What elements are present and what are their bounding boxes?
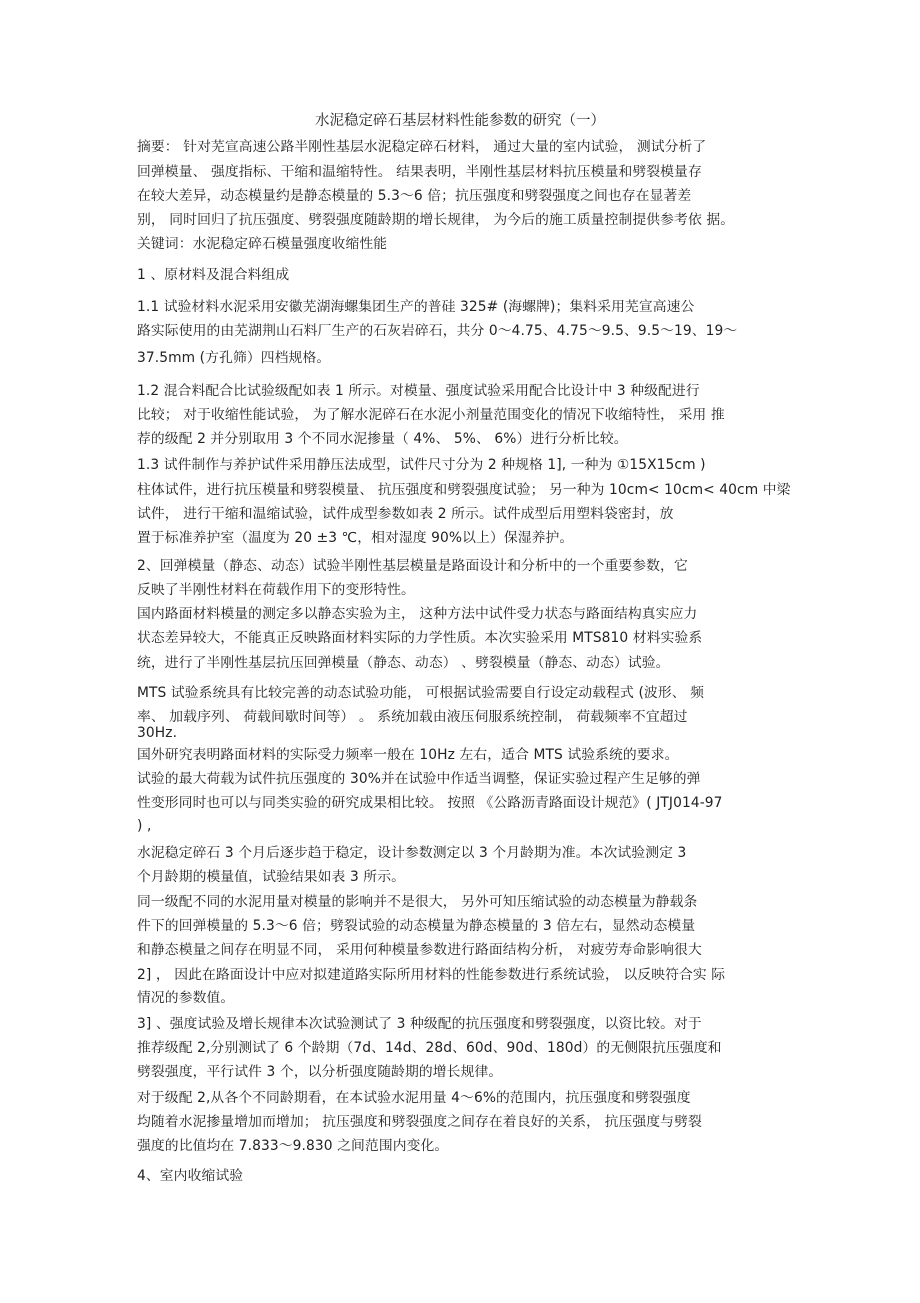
body-line: 试验的最大荷载为试件抗压强度的 30%并在试验中作适当调整，保证实验过程产生足够的弹 (137, 771, 701, 787)
body-line: 劈裂强度，平行试件 3 个，以分析强度随龄期的增长规律。 (137, 1064, 503, 1080)
body-line: 1.1 试验材料水泥采用安徽芜湖海螺集团生产的普硅 325# (海螺牌)；集料采用芜宣高速公 (137, 299, 695, 315)
body-line: 推荐级配 2,分别测试了 6 个龄期（7d、14d、28d、60d、90d、180d）的无侧限抗压强度和 (137, 1040, 722, 1056)
body-line: 1.3 试件制作与养护试件采用静压法成型，试件尺寸分为 2 种规格 1], 一种为 ①15X15cm ) (137, 457, 706, 473)
document-title: 水泥稳定碎石基层材料性能参数的研究（一） (315, 113, 605, 129)
body-line: 统，进行了半刚性基层抗压回弹模量（静态、动态） 、劈裂模量（静态、动态）试验。 (137, 655, 670, 671)
body-line: 柱体试件，进行抗压模量和劈裂模量、 抗压强度和劈裂强度试验； 另一种为 10cm< 10cm< 40cm 中梁 (137, 482, 791, 498)
body-line: 荐的级配 2 并分别取用 3 个不同水泥掺量（ 4%、 5%、 6%）进行分析比较。 (137, 431, 628, 447)
body-line: 强度的比值均在 7.833〜9.830 之间范围内变化。 (137, 1138, 449, 1154)
body-line: MTS 试验系统具有比较完善的动态试验功能， 可根据试验需要自行设定动载程式 (波形、 频 (137, 685, 704, 701)
body-line: 均随着水泥掺量增加而增加； 抗压强度和劈裂强度之间存在着良好的关系， 抗压强度与劈裂 (137, 1114, 702, 1130)
body-line: 性变形同时也可以与同类实验的研究成果相比较。 按照 《公路沥青路面设计规范》( JTJ014-97 (137, 795, 723, 811)
section-heading: 1 、原材料及混合料组成 (137, 267, 290, 283)
keywords-line: 关键词：水泥稳定碎石模量强度收缩性能 (137, 236, 388, 252)
body-line: 路实际使用的由芜湖荆山石料厂生产的石灰岩碎石，共分 0〜4.75、4.75〜9.5、9.5〜19、19〜 (137, 323, 738, 339)
body-line: 率、 加载序列、 荷载间歇时间等） 。 系统加载由液压伺服系统控制， 荷载频率不宜超过 (137, 709, 688, 725)
body-line: 试件， 进行干缩和温缩试验，试件成型参数如表 2 所示。试件成型后用塑料袋密封，放 (137, 506, 674, 522)
body-line: 情况的参数值。 (137, 990, 235, 1006)
body-line: 1.2 混合料配合比试验级配如表 1 所示。对模量、强度试验采用配合比设计中 3 种级配进行 (137, 383, 700, 399)
body-line: 比较； 对于收缩性能试验， 为了解水泥碎石在水泥小剂量范围变化的情况下收缩特性， 采用 推 (137, 407, 725, 423)
abstract-line: 在较大差异，动态模量约是静态模量的 5.3〜6 倍；抗压强度和劈裂强度之间也存在显著差 (137, 188, 692, 204)
abstract-line: 别， 同时回归了抗压强度、劈裂强度随龄期的增长规律， 为今后的施工质量控制提供参考依 据。 (137, 212, 735, 228)
body-line: ) , (137, 818, 152, 834)
body-line: 和静态模量之间存在明显不同， 采用何种模量参数进行路面结构分析， 对疲劳寿命影响很大 (137, 942, 702, 958)
body-line: 国内路面材料模量的测定多以静态实验为主， 这种方法中试件受力状态与路面结构真实应力 (137, 606, 698, 622)
body-line: 国外研究表明路面材料的实际受力频率一般在 10Hz 左右，适合 MTS 试验系统的要求。 (137, 747, 679, 763)
body-line: 反映了半刚性材料在荷载作用下的变形特性。 (137, 582, 415, 598)
body-line: 37.5mm (方孔筛）四档规格。 (137, 350, 331, 366)
body-line: 2] ， 因此在路面设计中应对拟建道路实际所用材料的性能参数进行系统试验， 以反映符合实 际 (137, 967, 726, 983)
body-line: 件下的回弹模量的 5.3〜6 倍；劈裂试验的动态模量为静态模量的 3 倍左右，显然动态模量 (137, 918, 696, 934)
abstract-line: 回弹模量、 强度指标、干缩和温缩特性。 结果表明，半刚性基层材料抗压模量和劈裂模量存 (137, 164, 702, 180)
body-line: 对于级配 2,从各个不同龄期看，在本试验水泥用量 4〜6%的范围内，抗压强度和劈裂强度 (137, 1090, 691, 1106)
body-line: 个月龄期的模量值，试验结果如表 3 所示。 (137, 869, 405, 885)
abstract-line: 摘要： 针对芜宣高速公路半刚性基层水泥稳定碎石材料， 通过大量的室内试验， 测试分析了 (137, 139, 707, 155)
section-heading: 4、室内收缩试验 (137, 1168, 244, 1184)
body-line: 置于标准养护室（温度为 20 ±3 ℃，相对湿度 90%以上）保湿养护。 (137, 530, 574, 546)
body-line: 30Hz. (137, 725, 178, 741)
section-heading: 3] 、强度试验及增长规律本次试验测试了 3 种级配的抗压强度和劈裂强度，以资比较。对于 (137, 1016, 702, 1032)
body-line: 同一级配不同的水泥用量对模量的影响并不是很大， 另外可知压缩试验的动态模量为静载条 (137, 894, 698, 910)
body-line: 状态差异较大，不能真正反映路面材料实际的力学性质。本次实验采用 MTS810 材料实验系 (137, 630, 703, 646)
body-line: 水泥稳定碎石 3 个月后逐步趋于稳定，设计参数测定以 3 个月龄期为准。本次试验测定 3 (137, 845, 687, 861)
section-heading: 2、回弹模量（静态、动态）试验半刚性基层模量是路面设计和分析中的一个重要参数，它 (137, 558, 688, 574)
